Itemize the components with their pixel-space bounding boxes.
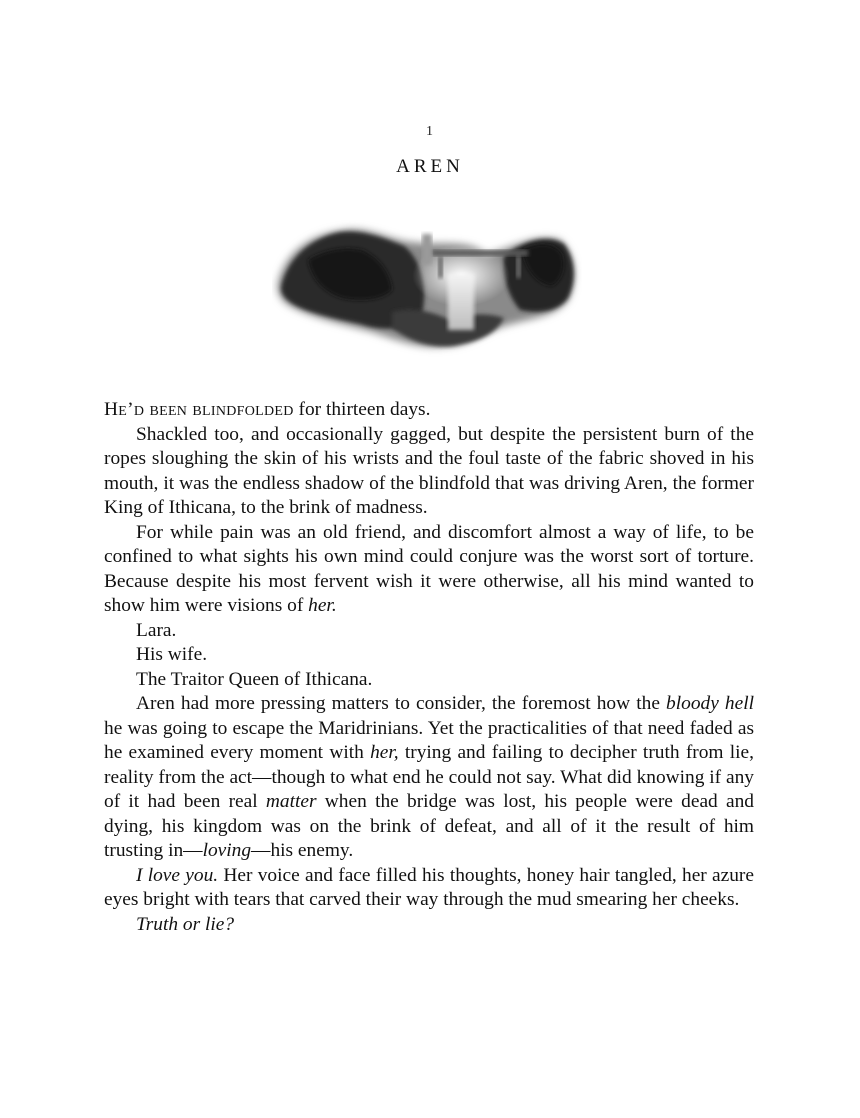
smallcaps-lead-in: He’d been blindfolded — [104, 399, 294, 420]
paragraph — [104, 668, 754, 693]
paragraph — [104, 913, 754, 938]
text-run: for thirteen days. — [293, 399, 431, 420]
text-run: His wife. — [136, 644, 208, 665]
text-run: Shackled too, and occasionally gagged, but despite the persistent burn of the ropes sloughing the skin of his wrists and the foul taste of the fabric shoved in his mouth, it was the endless shadow of the blindfold that was driving Aren, the former King of Ithicana, to the brink of madness. — [104, 423, 754, 518]
italic-text: bloody hell — [666, 693, 755, 714]
chapter-illustration — [272, 220, 582, 360]
text-run: he was going to escape the Maridrinians. Yet the practicalities of that need faded as he examined every moment with — [104, 717, 754, 763]
chapter-body — [104, 398, 754, 937]
italic-text: matter — [265, 791, 317, 812]
paragraph — [104, 643, 754, 668]
paragraph — [104, 619, 754, 644]
text-run: For while pain was an old friend, and discomfort almost a way of life, to be confined to what sights his own mind could conjure was the worst sort of torture. Because despite his most fervent wish it were otherwise, all his mind wanted to show him were visions of — [104, 521, 754, 616]
paragraph — [104, 692, 754, 864]
italic-text: I love you. — [136, 864, 219, 886]
paragraph — [104, 521, 754, 619]
text-run: when the bridge was lost, his people were dead and dying, his kingdom was on the brink of defeat, and all of it the result of him trusting in— — [104, 791, 755, 861]
paragraph — [104, 423, 754, 521]
text-run: —his enemy. — [251, 840, 354, 861]
italic-text: her, — [370, 742, 399, 763]
chapter-number: 1 — [426, 124, 434, 139]
italic-text: loving — [202, 840, 252, 861]
text-run: trying and failing to decipher truth from lie, reality from the act—though to what end he could not say. What did knowing if any of it had been real — [104, 742, 754, 812]
italic-text: Truth or lie? — [136, 913, 235, 935]
text-run: Aren had more pressing matters to consider, the foremost how the — [136, 693, 667, 714]
italic-text: her. — [308, 595, 337, 616]
text-run: Her voice and face filled his thoughts, honey hair tangled, her azure eyes bright with tears that carved their way through the mud smearing her cheeks. — [104, 864, 754, 910]
text-run: The Traitor Queen of Ithicana. — [136, 668, 373, 690]
text-run: Lara. — [136, 619, 177, 641]
chapter-title: AREN — [396, 156, 464, 177]
paragraph — [104, 864, 754, 913]
paragraph — [104, 398, 754, 423]
